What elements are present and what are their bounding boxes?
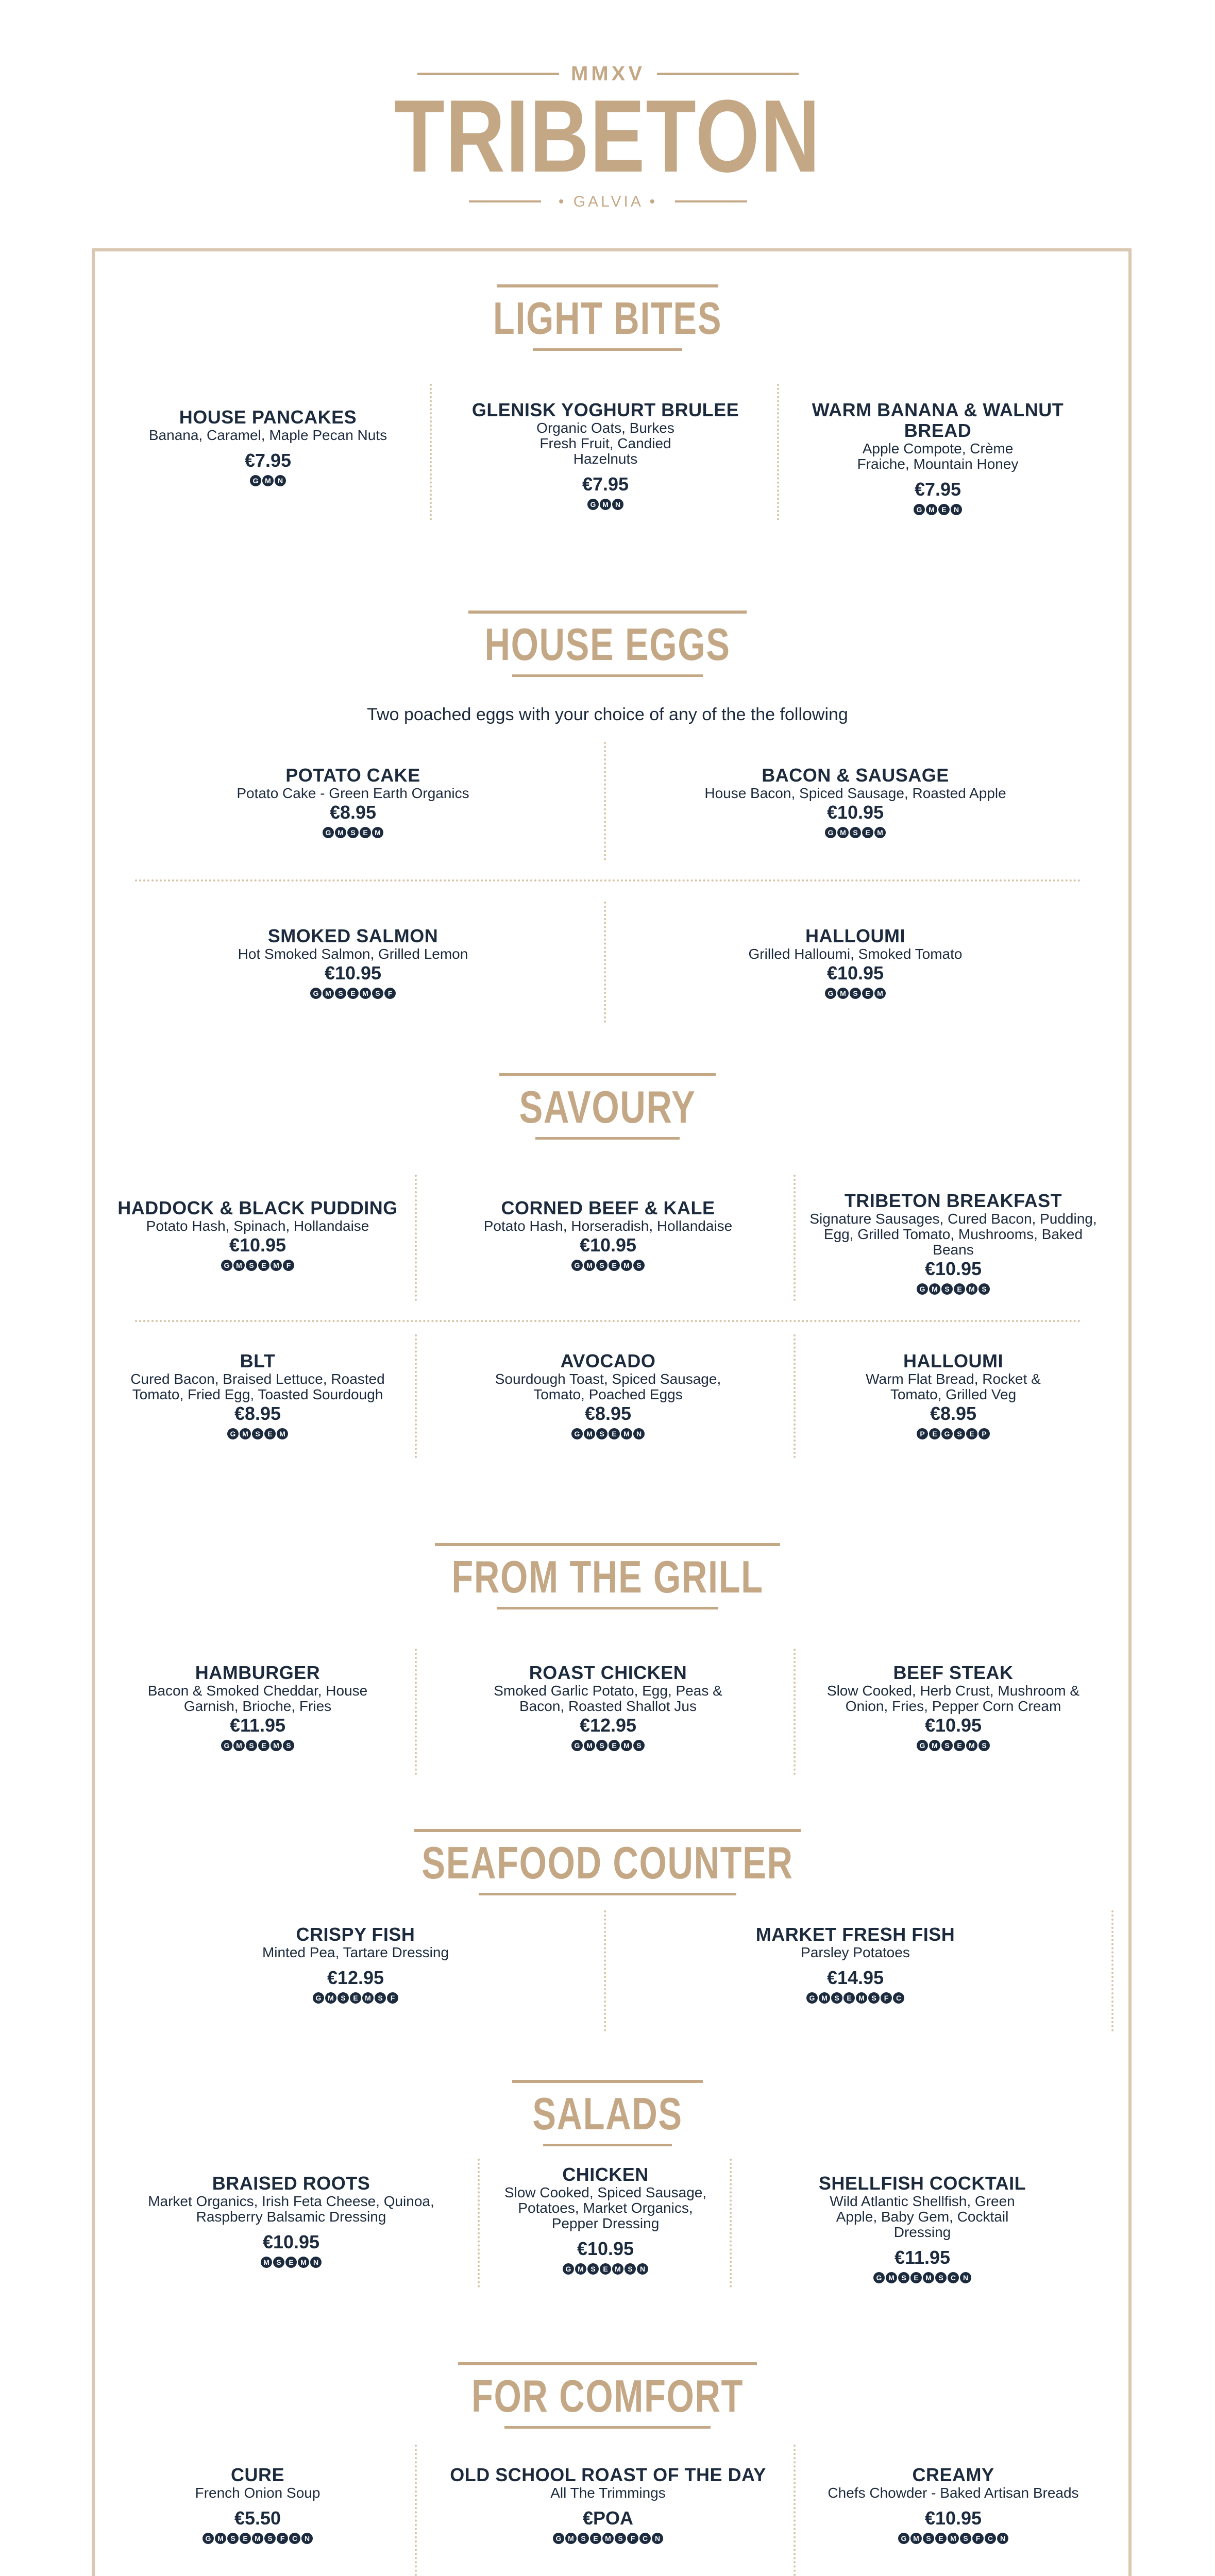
menu-item: CURE French Onion Soup €5.50 G M S E M S F C N: [113, 2465, 402, 2544]
menu-item: CRISPY FISH Minted Pea, Tartare Dressing €12.95 G M S E M S F: [175, 1924, 536, 2004]
allergen-icons: G M S E M: [113, 1428, 402, 1439]
column-divider: [794, 1649, 796, 1775]
menu-item: BLT Cured Bacon, Braised Lettuce, Roasted Tomato, Fried Egg, Toasted Sourdough €8.95 G M S E M: [113, 1351, 402, 1439]
brand-logo-text: TRIBETON: [394, 79, 821, 194]
allergen-icons: G M S E M S: [453, 1740, 763, 1751]
menu-item: HADDOCK & BLACK PUDDING Potato Hash, Spinach, Hollandaise €10.95 G M S E M F: [113, 1198, 402, 1271]
allergen-icons: P E G S E P: [799, 1428, 1108, 1439]
allergen-icons: G M S E M S: [113, 1740, 402, 1751]
menu-item: SMOKED SALMON Hot Smoked Salmon, Grilled Lemon €10.95 G M S E M S F: [204, 926, 502, 999]
established-year: MMXV: [571, 62, 645, 85]
menu-item: HALLOUMI Warm Flat Bread, Rocket & Tomato, Grilled Veg €8.95 P E G S E P: [799, 1351, 1108, 1439]
column-divider: [604, 902, 606, 1023]
column-divider: [604, 1910, 606, 2031]
allergen-icons: G M S E M F: [113, 1260, 402, 1271]
menu-item: WARM BANANA & WALNUT BREAD Apple Compote, Crème Fraiche, Mountain Honey €7.95 G M E N: [783, 400, 1092, 515]
menu-item: HAMBURGER Bacon & Smoked Cheddar, House Garnish, Brioche, Fries €11.95 G M S E M S: [113, 1663, 402, 1751]
allergen-icons: G M S E M: [675, 827, 1036, 838]
column-divider: [415, 1334, 417, 1458]
allergen-icons: G M S E M: [204, 827, 502, 838]
row-divider: [135, 1320, 1081, 1322]
column-divider: [604, 742, 606, 860]
menu-item: MARKET FRESH FISH Parsley Potatoes €14.95 G M S E M S F C: [675, 1924, 1036, 2004]
allergen-icons: G M S E M S F C N: [443, 2533, 773, 2544]
allergen-icons: G M S E M S: [794, 1283, 1113, 1295]
menu-item: SHELLFISH COCKTAIL Wild Atlantic Shellfish, Green Apple, Baby Gem, Cocktail Dressing €11.95 G M S E M S C N: [763, 2173, 1082, 2283]
allergen-icons: G M S E M N: [453, 1428, 763, 1439]
section-title-light-bites: LIGHT BITES: [0, 284, 1215, 352]
column-divider: [794, 2445, 796, 2576]
menu-item: BACON & SAUSAGE House Bacon, Spiced Sausage, Roasted Apple €10.95 G M S E M: [675, 765, 1036, 838]
section-title-salads: SALADS: [0, 2080, 1215, 2148]
row-divider: [135, 879, 1081, 882]
menu-item: BRAISED ROOTS Market Organics, Irish Feta Cheese, Quinoa, Raspberry Balsamic Dressing €10.95 M S E M N: [134, 2173, 448, 2268]
allergen-icons: G M N: [119, 475, 417, 486]
section-title-from-the-grill: FROM THE GRILL: [0, 1543, 1215, 1611]
section-title-seafood-counter: SEAFOOD COUNTER: [0, 1829, 1215, 1897]
section-title-house-eggs: HOUSE EGGS: [0, 611, 1215, 679]
menu-item: OLD SCHOOL ROAST OF THE DAY All The Trimmings €POA G M S E M S F C N: [443, 2465, 773, 2544]
allergen-icons: G M S E M S: [799, 1740, 1108, 1751]
column-divider: [730, 2159, 732, 2287]
divider-line: [657, 73, 799, 75]
allergen-icons: G M S E M: [675, 988, 1036, 999]
allergen-icons: G M E N: [783, 504, 1092, 515]
section-title-savoury: SAVOURY: [0, 1073, 1215, 1141]
menu-item: CHICKEN Slow Cooked, Spiced Sausage, Potatoes, Market Organics, Pepper Dressing €10.95 G M S E M S N: [487, 2164, 724, 2275]
allergen-icons: G M S E M S F C: [675, 1992, 1036, 2004]
menu-item: HALLOUMI Grilled Halloumi, Smoked Tomato €10.95 G M S E M: [675, 926, 1036, 999]
column-divider: [415, 1175, 417, 1301]
allergen-icons: G M S E M S F: [175, 1992, 536, 2004]
divider-line: [675, 200, 747, 202]
menu-item: HOUSE PANCAKES Banana, Caramel, Maple Pecan Nuts €7.95 G M N: [119, 407, 417, 486]
allergen-icons: G M S E M S: [453, 1260, 763, 1271]
location-label: • GALVIA •: [558, 193, 658, 210]
allergen-icons: G M N: [461, 499, 750, 510]
section-intro: Two poached eggs with your choice of any of the the following: [367, 705, 848, 724]
menu-item: TRIBETON BREAKFAST Signature Sausages, Cured Bacon, Pudding, Egg, Grilled Tomato, Mushrooms, Baked Beans €10.95 G M S E M S: [794, 1191, 1113, 1295]
allergen-icons: G M S E M S F C N: [113, 2533, 402, 2544]
column-divider: [1111, 1910, 1113, 2031]
menu-item: GLENISK YOGHURT BRULEE Organic Oats, Burkes Fresh Fruit, Candied Hazelnuts €7.95 G M N: [461, 400, 750, 510]
allergen-icons: G M S E M S F: [204, 988, 502, 999]
allergen-icons: M S E M N: [134, 2257, 448, 2268]
menu-item: BEEF STEAK Slow Cooked, Herb Crust, Mushroom & Onion, Fries, Pepper Corn Cream €10.95 G M S E M S: [799, 1663, 1108, 1751]
menu-header: [0, 0, 1215, 247]
allergen-icons: G M S E M S N: [487, 2263, 724, 2275]
section-title-for-comfort: FOR COMFORT: [0, 2362, 1215, 2430]
column-divider: [415, 1649, 417, 1775]
menu-item: POTATO CAKE Potato Cake - Green Earth Organics €8.95 G M S E M: [204, 765, 502, 838]
menu-item: AVOCADO Sourdough Toast, Spiced Sausage, Tomato, Poached Eggs €8.95 G M S E M N: [453, 1351, 763, 1439]
column-divider: [794, 1334, 796, 1458]
menu-item: CREAMY Chefs Chowder - Baked Artisan Breads €10.95 G M S E M S F C N: [799, 2465, 1108, 2544]
location-row: [469, 191, 747, 213]
menu-item: CORNED BEEF & KALE Potato Hash, Horseradish, Hollandaise €10.95 G M S E M S: [453, 1198, 763, 1271]
column-divider: [430, 384, 432, 520]
column-divider: [777, 384, 779, 520]
column-divider: [478, 2159, 480, 2287]
allergen-icons: G M S E M S C N: [763, 2272, 1082, 2283]
allergen-icons: G M S E M S F C N: [799, 2533, 1108, 2544]
column-divider: [415, 2445, 417, 2576]
menu-item: ROAST CHICKEN Smoked Garlic Potato, Egg, Peas & Bacon, Roasted Shallot Jus €12.95 G M S E M S: [453, 1663, 763, 1751]
